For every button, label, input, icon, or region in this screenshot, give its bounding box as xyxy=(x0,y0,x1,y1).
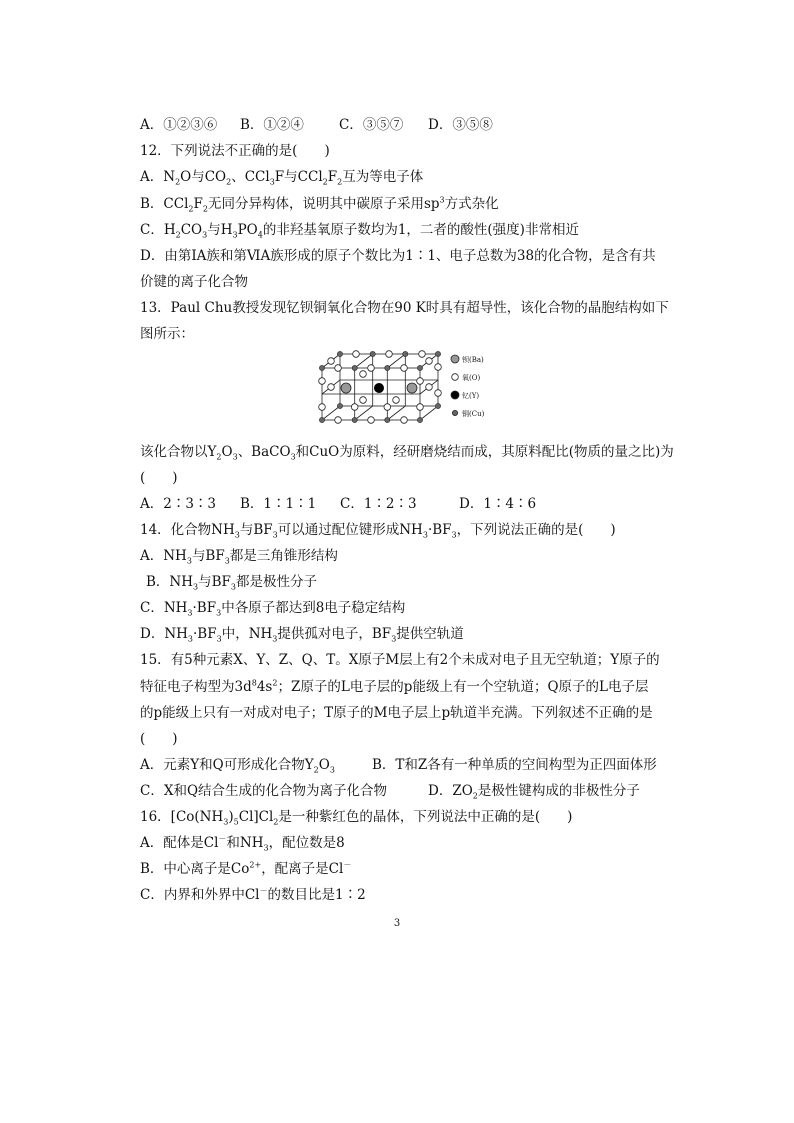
q15-option-b: B．T和Z各有一种单质的空间构型为正四面体形 xyxy=(372,757,657,773)
crystal-cell-figure xyxy=(318,350,498,426)
q15-options-row1 xyxy=(140,756,657,774)
q12-option-d-line2: 价键的离子化合物 xyxy=(140,274,248,290)
q14-option-b: B．$NH_3$与$BF_3$都是极性分子 xyxy=(146,574,317,592)
q14-stem: 14．化合物$NH_3$与$BF_3$可以通过配位键形成$NH_3\cdot BF_3$，下列说法正确的是( ) xyxy=(140,522,616,540)
q13-options xyxy=(140,495,536,513)
q14-option-d: D．$NH_3\cdot BF_3$中，$NH_3$提供孤对电子，$BF_3$提供空轨道 xyxy=(140,626,464,644)
q15-option-a: A．元素Y和Q可形成化合物$Y_2O_3$ xyxy=(140,757,335,775)
q12-stem: 12．下列说法不正确的是( ) xyxy=(140,143,330,159)
q16-option-a: A．配体是Cl－和$NH_3$，配位数是8 xyxy=(140,834,345,853)
q15-stem-line2: 特征电子构型为$3d^84s^2$；Z原子的L电子层的p能级上有一个空轨道；Q原子的L电子层 xyxy=(140,678,649,695)
q12-option-a: A．$N_2O$与$CO_2$、CCl$_3$F与$CCl_2F_2$互为等电子体 xyxy=(140,169,424,187)
q13-option-b: B．1∶1∶1 xyxy=(240,496,317,512)
q13-stem-line1: 13．Paul Chu教授发现钇钡铜氧化合物在90 K时具有超导性，该化合物的晶胞结构如下 xyxy=(140,300,669,316)
q13-after-line: 该化合物以$Y_2O_3$、BaCO$_3$和CuO为原料，经研磨烧结而成，其原料配比(物质的量之比)为 xyxy=(140,444,674,462)
q11-option-d: D．③⑤⑧ xyxy=(428,117,493,133)
crystal-cell-diagram xyxy=(318,350,498,426)
q14-option-c: C．$NH_3\cdot BF_3$中各原子都达到8电子稳定结构 xyxy=(140,600,406,618)
q15-stem-line1: 15．有5种元素X、Y、Z、Q、T。X原子M层上有2个未成对电子且无空轨道；Y原子的 xyxy=(140,652,660,668)
q16-option-c: C．内界和外界中Cl－的数目比是1∶2 xyxy=(140,886,366,903)
q16-stem: 16．$[Co(NH_3)_5Cl]Cl_2$是一种紫红色的晶体，下列说法中正确的是( ) xyxy=(140,809,573,827)
legend-label-o: 氧(O) xyxy=(462,374,481,382)
q13-option-d: D．1∶4∶6 xyxy=(459,496,537,512)
q11-option-a: A．①②③⑥ xyxy=(140,117,218,133)
q14-option-a: A．$NH_3$与$BF_3$都是三角锥形结构 xyxy=(140,548,338,566)
legend xyxy=(451,355,459,416)
q11-option-b: B．①②④ xyxy=(240,117,304,133)
q11-options xyxy=(140,116,493,134)
q11-option-c: C．③⑤⑦ xyxy=(339,117,404,133)
q15-stem-line3: 的p能级上只有一对成对电子；T原子的M电子层上p轨道半充满。下列叙述不正确的是 xyxy=(140,705,653,721)
q13-stem-line2: 图所示： xyxy=(140,326,194,342)
q15-option-d: D．$ZO_2$是极性键构成的非极性分子 xyxy=(428,783,640,801)
q13-answer-paren: ( ) xyxy=(140,470,178,486)
q12-option-b: B．$CCl_2F_2$无同分异构体，说明其中碳原子采用$sp^3$方式杂化 xyxy=(140,195,499,214)
q16-option-b: B．中心离子是$Co^{2+}$，配离子是Cl－ xyxy=(140,860,352,877)
q13-option-a: A．2∶3∶3 xyxy=(140,496,217,512)
q13-option-c: C．1∶2∶3 xyxy=(340,496,417,512)
legend-label-cu: 铜(Cu) xyxy=(462,410,485,418)
q15-option-c: C．X和Q结合生成的化合物为离子化合物 xyxy=(140,783,388,799)
q15-answer-paren: ( ) xyxy=(140,731,178,747)
page-number: 3 xyxy=(393,918,401,929)
q12-option-c: C．$H_2CO_3$与$H_3PO_4$的非羟基氧原子数均为1，二者的酸性(强度)非常相近 xyxy=(140,222,579,240)
q12-option-d-line1: D．由第ⅠA族和第ⅥA族形成的原子个数比为1∶1、电子总数为38的化合物，是含有共 xyxy=(140,248,656,264)
legend-label-y: 钇(Y) xyxy=(462,392,480,400)
q15-options-row2 xyxy=(140,782,640,800)
legend-label-ba: 钡(Ba) xyxy=(462,356,484,364)
